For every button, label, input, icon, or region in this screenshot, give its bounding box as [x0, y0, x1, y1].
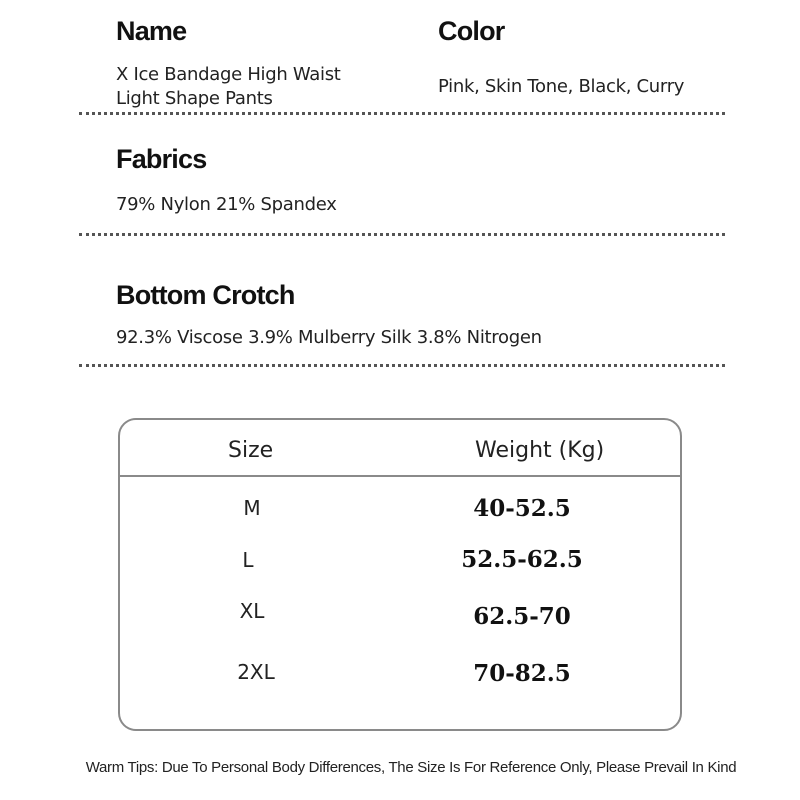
divider	[79, 364, 725, 367]
weight-column-header: Weight (Kg)	[475, 438, 605, 463]
weight-cell: 70-82.5	[473, 660, 571, 687]
fabrics-heading: Fabrics	[116, 144, 207, 174]
size-cell: M	[243, 496, 261, 520]
size-cell: XL	[239, 599, 265, 623]
header-divider	[120, 475, 680, 477]
divider	[79, 233, 725, 236]
weight-cell: 62.5-70	[473, 603, 571, 630]
divider	[79, 112, 725, 115]
size-table	[118, 418, 682, 731]
weight-cell: 40-52.5	[473, 495, 571, 522]
name-line-2: Light Shape Pants	[116, 88, 273, 109]
crotch-value: 92.3% Viscose 3.9% Mulberry Silk 3.8% Nitrogen	[116, 327, 542, 348]
size-column-header: Size	[228, 438, 274, 463]
size-cell: L	[242, 548, 254, 572]
color-value: Pink, Skin Tone, Black, Curry	[438, 76, 685, 97]
size-cell: 2XL	[237, 660, 275, 684]
fabrics-value: 79% Nylon 21% Spandex	[116, 194, 337, 215]
name-line-1: X Ice Bandage High Waist	[116, 64, 341, 85]
crotch-heading: Bottom Crotch	[116, 280, 295, 310]
name-heading: Name	[116, 16, 187, 46]
color-heading: Color	[438, 16, 505, 46]
warm-tip: Warm Tips: Due To Personal Body Differences, The Size Is For Reference Only, Please Prevail In Kind	[85, 759, 737, 776]
weight-cell: 52.5-62.5	[461, 546, 583, 573]
